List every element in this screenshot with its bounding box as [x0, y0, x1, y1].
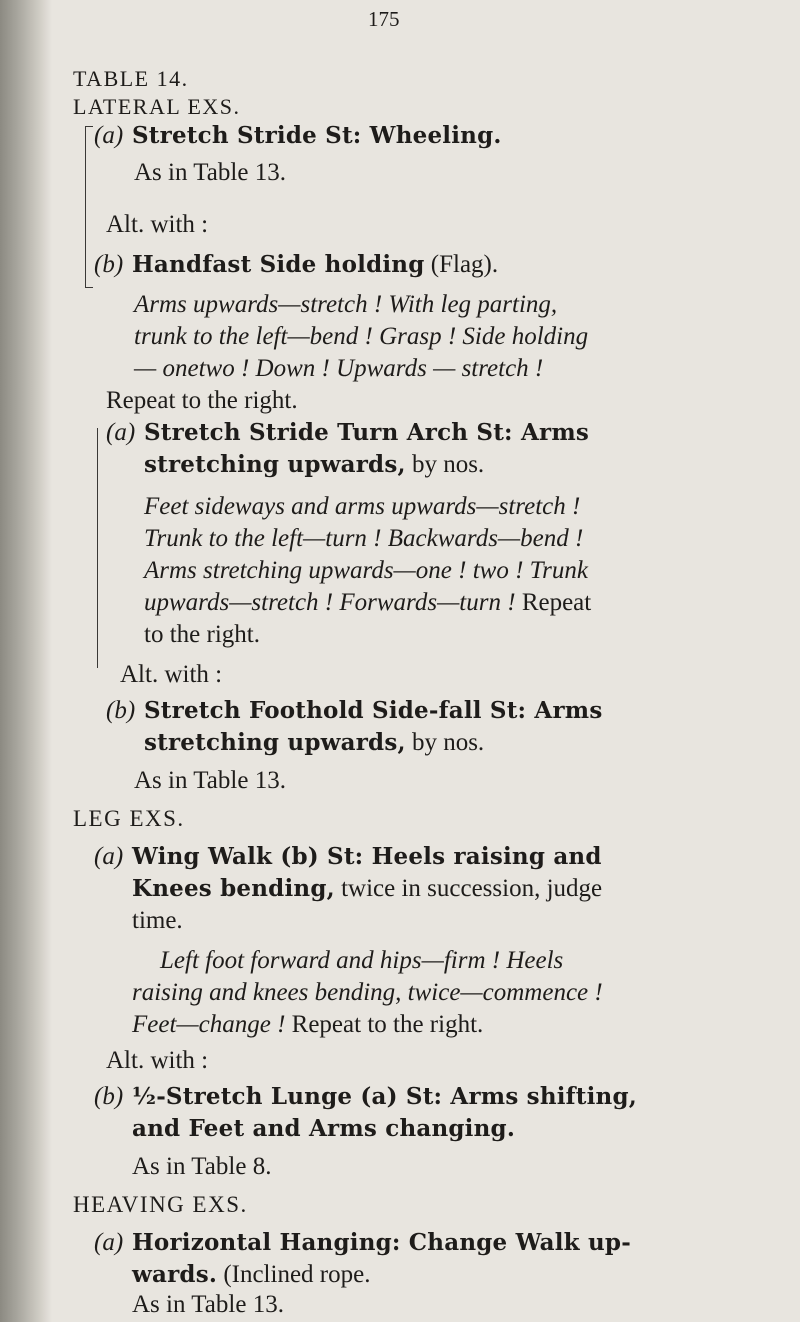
table-title: TABLE 14.: [73, 66, 189, 91]
lateral-a2-label: (a): [106, 419, 136, 446]
leg-a-title-line-2: [132, 874, 602, 904]
leg-a-alt: Alt. with :: [106, 1047, 209, 1074]
lateral-a2-title-2-suffix: by nos.: [411, 451, 485, 478]
lateral-a2-alt: Alt. with :: [120, 661, 223, 688]
heaving-a-label: (a): [94, 1229, 124, 1256]
heaving-a-title-2-suffix: (Inclined rope.: [223, 1261, 371, 1288]
lateral-a2-command-4-suffix: Repeat: [521, 589, 592, 616]
lateral-a2-command-3: Arms stretching upwards—one ! two ! Trunk: [144, 557, 588, 584]
leg-a-title-3: time.: [132, 907, 183, 934]
lateral-a1-title: Stretch Stride St: Wheeling.: [132, 122, 502, 149]
lateral-a2-title-2: stretching upwards,: [144, 451, 406, 478]
lateral-b1-label: (b): [94, 251, 124, 278]
lateral-a2-title-1: Stretch Stride Turn Arch St: Arms: [144, 419, 590, 446]
heaving-a-title-1: Horizontal Hanging: Change Walk up-: [132, 1229, 631, 1256]
lateral-a1-alt: Alt. with :: [106, 211, 209, 238]
leg-a-command-3-suffix: Repeat to the right.: [291, 1011, 484, 1038]
leg-a-command-line-3: [132, 1010, 483, 1040]
heaving-a-title-2: wards.: [132, 1261, 218, 1288]
heaving-a-title-line-2: [132, 1260, 370, 1290]
heaving-a-ref: As in Table 13.: [132, 1291, 284, 1318]
lateral-b2-title-line-2: [144, 728, 484, 758]
leg-a-title-1: Wing Walk (b) St: Heels raising and: [132, 843, 602, 870]
leg-a-title-2-suffix: twice in succession, judge: [341, 875, 603, 902]
bracket-lateral-1-top: [85, 126, 93, 127]
lateral-b2-label: (b): [106, 697, 136, 724]
lateral-a2-repeat: to the right.: [144, 621, 260, 648]
lateral-b1-title-line: [132, 250, 498, 280]
leg-a-command-2: raising and knees bending, twice—commence !: [132, 979, 603, 1006]
leg-a-label: (a): [94, 843, 124, 870]
section-heading-lateral: LATERAL EXS.: [73, 94, 241, 119]
leg-b-label: (b): [94, 1083, 124, 1110]
lateral-b2-title-2: stretching upwards,: [144, 729, 406, 756]
section-heading-leg: LEG EXS.: [73, 806, 185, 831]
lateral-b2-ref: As in Table 13.: [134, 767, 286, 794]
bracket-lateral-1-bottom: [85, 287, 93, 288]
leg-a-command-1: Left foot forward and hips—firm ! Heels: [160, 947, 564, 974]
leg-b-title-1: ½-Stretch Lunge (a) St: Arms shifting,: [132, 1083, 637, 1110]
lateral-b2-title-2-suffix: by nos.: [411, 729, 485, 756]
section-heading-heaving: HEAVING EXS.: [73, 1192, 248, 1217]
lateral-b1-repeat: Repeat to the right.: [106, 387, 298, 414]
lateral-a1-ref: As in Table 13.: [134, 159, 286, 186]
leg-b-ref: As in Table 8.: [132, 1153, 272, 1180]
lateral-a2-command-line-4: [144, 588, 591, 618]
lateral-b1-command-1: Arms upwards—stretch ! With leg parting,: [134, 291, 558, 318]
leg-b-title-2: and Feet and Arms changing.: [132, 1115, 516, 1142]
lateral-b1-command-3: — onetwo ! Down ! Upwards — stretch !: [134, 355, 544, 382]
leg-a-title-2: Knees bending,: [132, 875, 335, 902]
lateral-a1-label: (a): [94, 122, 124, 149]
leg-a-command-3: Feet—change !: [132, 1011, 286, 1038]
lateral-a2-title-line-2: [144, 450, 484, 480]
bracket-lateral-2: [97, 428, 98, 668]
lateral-b1-command-2: trunk to the left—bend ! Grasp ! Side holding: [134, 323, 589, 350]
lateral-b1-title-suffix: (Flag).: [430, 251, 499, 278]
bracket-lateral-1: [85, 126, 86, 288]
page-number: 175: [368, 7, 400, 31]
lateral-a2-command-1: Feet sideways and arms upwards—stretch !: [144, 493, 581, 520]
lateral-b2-title-1: Stretch Foothold Side-fall St: Arms: [144, 697, 603, 724]
lateral-a2-command-4: upwards—stretch ! Forwards—turn !: [144, 589, 516, 616]
lateral-a2-command-2: Trunk to the left—turn ! Backwards—bend !: [144, 525, 584, 552]
lateral-b1-title: Handfast Side holding: [132, 251, 425, 278]
